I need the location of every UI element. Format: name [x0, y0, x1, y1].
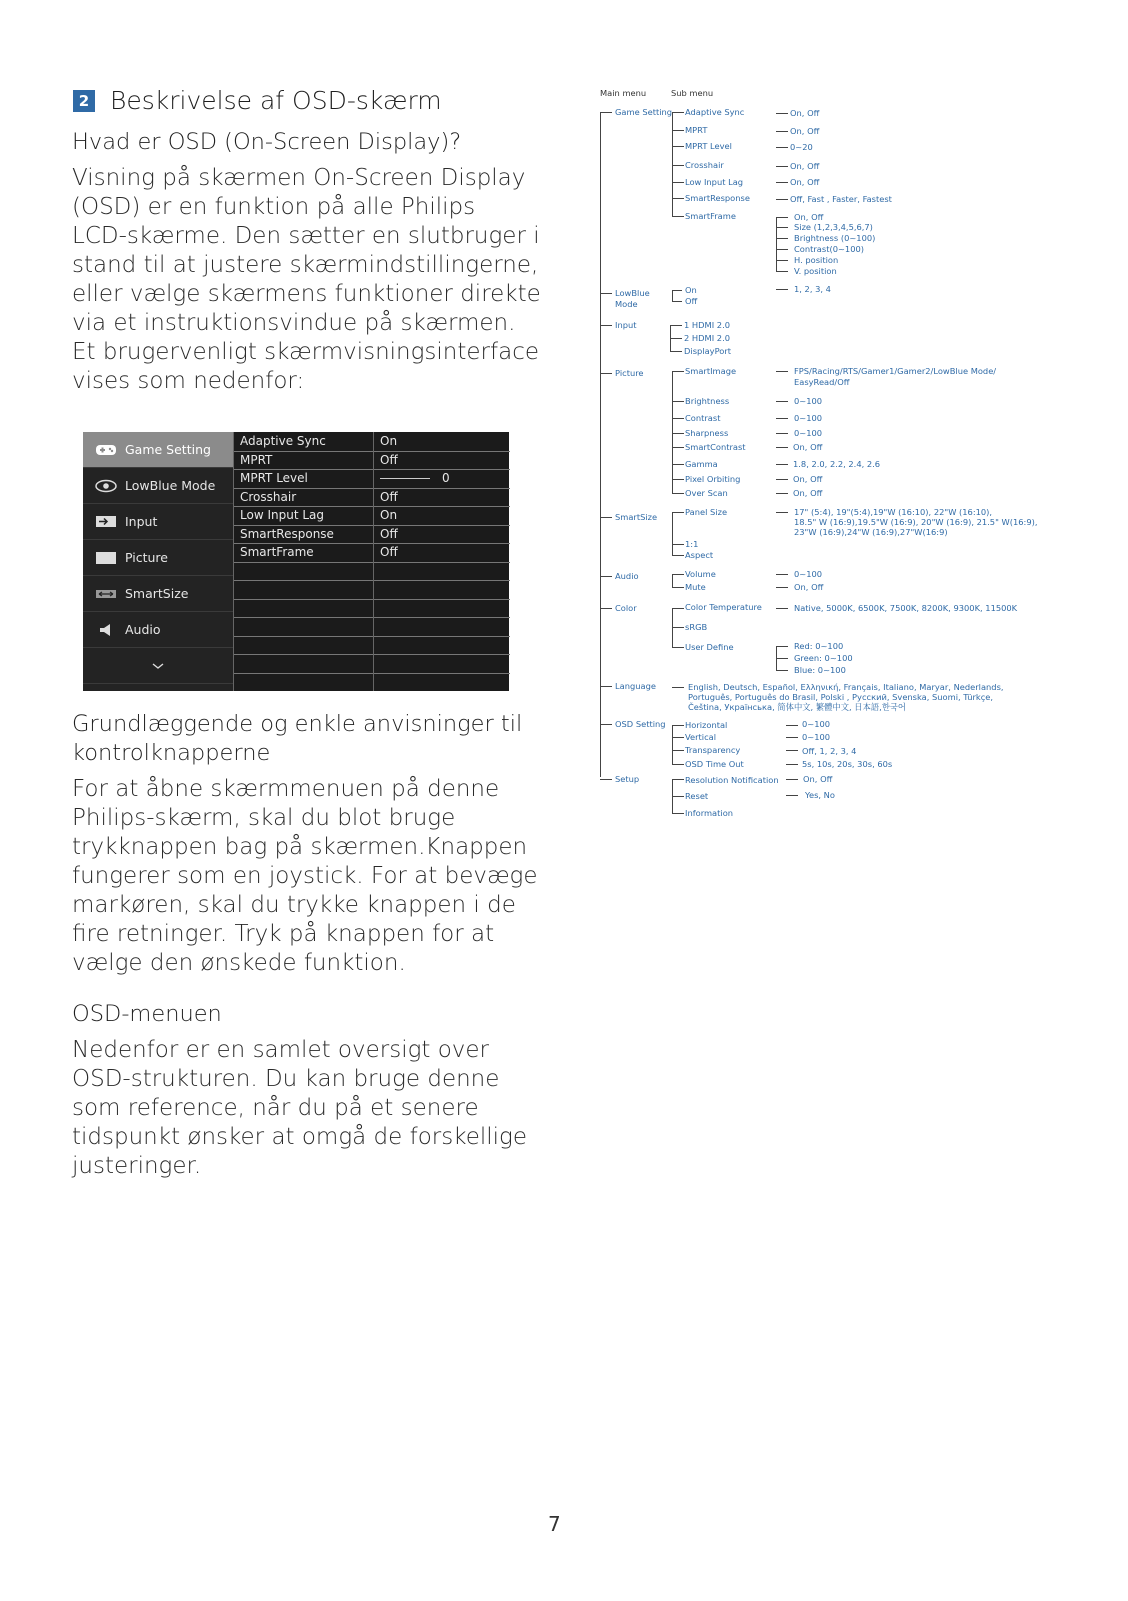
tree-header-main: Main menu	[600, 88, 647, 98]
tree-connector	[776, 479, 788, 480]
tree-connector	[776, 587, 788, 588]
chevron-down-icon	[151, 662, 165, 670]
tree-connector	[776, 199, 788, 200]
tree-label: Vertical	[685, 732, 717, 742]
tree-connector	[672, 687, 684, 688]
tree-label: SmartFrame	[685, 211, 736, 221]
tree-connector	[776, 433, 788, 434]
osd-menu-lowblue: LowBlue Mode	[83, 468, 233, 504]
tree-label: English, Deutsch, Español, Ελληνική, Français, Italiano, Maryar, Nederlands,	[688, 682, 1004, 692]
tree-connector	[670, 338, 682, 339]
osd-value: Off	[374, 451, 510, 471]
tree-label: Brightness	[685, 396, 730, 406]
tree-connector	[672, 750, 684, 751]
osd-submenu-item: Low Input Lag	[234, 506, 374, 526]
tree-label: 1 HDMI 2.0	[684, 320, 730, 330]
osd-menu-audio: Audio	[83, 612, 233, 648]
tree-connector	[786, 764, 798, 765]
tree-connector	[672, 725, 673, 764]
tree-label: 2 HDMI 2.0	[684, 333, 730, 343]
tree-label: 18.5" W (16:9),19.5"W (16:9), 20"W (16:9), 21.5" W(16:9),	[794, 517, 1038, 527]
osd-submenu-column	[233, 432, 374, 691]
tree-label: V. position	[794, 266, 837, 276]
tree-connector	[776, 131, 788, 132]
osd-value-empty	[374, 654, 510, 674]
tree-label: 0~100	[794, 569, 823, 579]
tree-label: 0~20	[790, 142, 813, 152]
tree-connector	[776, 166, 788, 167]
page-number: 7	[548, 1512, 561, 1536]
tree-connector	[776, 401, 788, 402]
tree-connector	[600, 724, 612, 725]
tree-label: Input	[615, 320, 637, 330]
tree-label: Aspect	[685, 550, 714, 560]
tree-connector	[776, 464, 788, 465]
tree-connector	[776, 418, 788, 419]
tree-label: Over Scan	[685, 488, 728, 498]
tree-label: Red: 0~100	[794, 641, 844, 651]
tree-label: 17" (5:4), 19"(5:4),19"W (16:10), 22"W (16:10),	[794, 507, 993, 517]
tree-connector	[672, 493, 684, 494]
tree-label: Adaptive Sync	[685, 107, 745, 117]
tree-label: Mute	[685, 582, 706, 592]
tree-label: SmartSize	[615, 512, 658, 522]
tree-label: 0~100	[802, 732, 831, 742]
tree-connector	[672, 301, 682, 302]
tree-connector	[786, 795, 798, 796]
tree-connector	[672, 764, 684, 765]
tree-connector	[672, 574, 684, 575]
what-is-osd-heading: Hvad er OSD (On-Screen Display)?	[72, 129, 462, 155]
tree-label: Brightness (0~100)	[794, 233, 876, 243]
tree-connector	[672, 587, 684, 588]
tree-connector	[776, 227, 788, 228]
tree-connector	[672, 165, 684, 166]
tree-connector	[672, 512, 684, 513]
osd-submenu-empty	[234, 580, 374, 600]
osd-structure-tree	[600, 80, 1120, 840]
tree-label: On, Off	[793, 474, 823, 484]
tree-connector	[776, 217, 777, 272]
tree-label: 23"W (16:9),24"W (16:9),27"W(16:9)	[794, 527, 948, 537]
osd-value: Off	[374, 488, 510, 508]
tree-label: User Define	[685, 642, 734, 652]
tree-connector	[600, 608, 612, 609]
osd-submenu-item: SmartResponse	[234, 525, 374, 545]
tree-connector	[670, 325, 682, 326]
tree-connector	[776, 646, 788, 647]
tree-label: Horizontal	[685, 720, 728, 730]
tree-label: H. position	[794, 255, 839, 265]
tree-connector	[672, 627, 684, 628]
basics-paragraph: For at åbne skærmmenuen på denne Philips-skærm, skal du blot bruge trykknappen bag på skærmen.Knappen fungerer som en joystick. For at bevæge markøren, skal du trykke knappen i de fire retninger. Tryk på knappen for at vælge den ønskede funktion.	[72, 776, 538, 976]
tree-label: Green: 0~100	[794, 653, 853, 663]
osd-menu-heading: OSD-menuen	[72, 1001, 222, 1027]
tree-label: Čeština, Українська, 简体中文, 繁體中文, 日本語,한국어	[688, 702, 906, 712]
tree-label: Size (1,2,3,4,5,6,7)	[794, 222, 873, 232]
osd-value-empty	[374, 617, 510, 637]
tree-connector	[672, 198, 684, 199]
osd-menu-smartsize: SmartSize	[83, 576, 233, 612]
tree-label: Português, Português do Brasil, Polski , Русский, Svenska, Suomi, Türkçe,	[688, 692, 993, 702]
tree-connector	[672, 371, 684, 372]
tree-connector	[672, 608, 684, 609]
tree-connector	[600, 112, 612, 113]
tree-connector	[776, 512, 788, 513]
tree-label: 1, 2, 3, 4	[794, 284, 831, 294]
tree-label: 1:1	[685, 539, 699, 549]
tree-connector	[776, 658, 788, 659]
tree-label: OSD Setting	[615, 719, 666, 729]
tree-label: Picture	[615, 368, 644, 378]
gamepad-icon	[95, 443, 117, 457]
tree-header-sub: Sub menu	[671, 88, 714, 98]
osd-value-empty	[374, 580, 510, 600]
osd-submenu-item: MPRT	[234, 451, 374, 471]
tree-label: OSD Time Out	[685, 759, 744, 769]
tree-connector	[600, 325, 612, 326]
osd-submenu-item: Adaptive Sync	[234, 432, 374, 452]
tree-label: Pixel Orbiting	[685, 474, 741, 484]
tree-label: On, Off	[793, 442, 823, 452]
tree-connector	[672, 813, 684, 814]
tree-label: Information	[685, 808, 734, 818]
osd-value-column	[373, 432, 510, 691]
tree-label: 0~100	[794, 396, 823, 406]
osd-submenu-empty	[234, 636, 374, 656]
tree-connector	[672, 479, 684, 480]
tree-connector	[600, 112, 601, 777]
tree-label: Low Input Lag	[685, 177, 744, 187]
osd-menu-paragraph: Nedenfor er en samlet oversigt over OSD-strukturen. Du kan bruge denne som reference, når du på et senere tidspunkt ønsker at omgå de forskellige justeringer.	[72, 1037, 527, 1179]
tree-label: SmartContrast	[685, 442, 746, 452]
tree-label: sRGB	[685, 622, 708, 632]
osd-value-empty	[374, 636, 510, 656]
tree-connector	[672, 512, 673, 555]
osd-submenu-item: Crosshair	[234, 488, 374, 508]
tree-connector	[776, 113, 788, 114]
tree-connector	[672, 112, 684, 113]
tree-label: SmartResponse	[685, 193, 750, 203]
tree-label: Crosshair	[685, 160, 724, 170]
osd-menu-game-setting: Game Setting	[83, 432, 233, 468]
tree-connector	[672, 574, 673, 587]
tree-connector	[776, 608, 788, 609]
tree-connector	[776, 217, 788, 218]
tree-label: Resolution Notification	[685, 775, 779, 785]
tree-label: Volume	[685, 569, 716, 579]
tree-label: LowBlue	[615, 288, 650, 298]
tree-label: 5s, 10s, 20s, 30s, 60s	[802, 759, 893, 769]
tree-label: On, Off	[790, 177, 820, 187]
tree-label: On, Off	[790, 161, 820, 171]
tree-label: Language	[615, 681, 656, 691]
tree-connector	[672, 779, 684, 780]
tree-connector	[786, 750, 798, 751]
osd-submenu-item: SmartFrame	[234, 543, 374, 563]
tree-label: Gamma	[685, 459, 718, 469]
tree-label: DisplayPort	[684, 346, 732, 356]
tree-connector	[776, 670, 788, 671]
tree-connector	[672, 290, 673, 301]
tree-label: On, Off	[793, 488, 823, 498]
tree-label: Transparency	[685, 745, 741, 755]
tree-connector	[672, 725, 684, 726]
osd-value-slider: 0	[374, 469, 510, 489]
osd-submenu-item: MPRT Level	[234, 469, 374, 489]
tree-label: MPRT	[685, 125, 708, 135]
tree-label: 0~100	[794, 428, 823, 438]
osd-scroll-down	[83, 648, 233, 684]
monitor-icon	[95, 551, 117, 565]
osd-value: On	[374, 506, 510, 526]
tree-connector	[600, 293, 612, 294]
osd-menu-picture: Picture	[83, 540, 233, 576]
tree-connector	[672, 433, 684, 434]
tree-label: Setup	[615, 774, 640, 784]
tree-label: Contrast(0~100)	[794, 244, 864, 254]
tree-connector	[672, 796, 684, 797]
speaker-icon	[95, 623, 117, 637]
tree-connector	[600, 686, 612, 687]
tree-connector	[672, 371, 673, 493]
tree-label: On	[685, 285, 697, 295]
tree-connector	[672, 290, 682, 291]
section-number-badge: 2	[73, 90, 95, 112]
tree-label: Yes, No	[805, 790, 835, 800]
osd-value: Off	[374, 525, 510, 545]
tree-connector	[776, 447, 788, 448]
tree-connector	[776, 238, 788, 239]
tree-label: MPRT Level	[685, 141, 732, 151]
what-is-osd-paragraph: Visning på skærmen On-Screen Display (OSD) er en funktion på alle Philips LCD-skærme. Den sætter en slutbruger i stand til at justere skærmindstillingerne, eller vælge skærmens funktioner direkte via et instruktionsvindue på skærmen. Et brugervenligt skærmvisningsinterface vises som nedenfor:	[72, 165, 541, 394]
tree-connector	[672, 737, 684, 738]
tree-connector	[600, 779, 612, 780]
tree-connector	[776, 289, 788, 290]
tree-connector	[672, 647, 684, 648]
tree-connector	[776, 249, 788, 250]
osd-submenu-empty	[234, 562, 374, 582]
tree-label: Audio	[615, 571, 639, 581]
tree-connector	[776, 182, 788, 183]
tree-label: Reset	[685, 791, 709, 801]
tree-label: FPS/Racing/RTS/Gamer1/Gamer2/LowBlue Mode/	[794, 366, 997, 376]
basics-heading: Grundlæggende og enkle anvisninger til kontrolknapperne	[72, 711, 523, 766]
tree-connector	[672, 447, 684, 448]
tree-label: Off, Fast , Faster, Fastest	[790, 194, 892, 204]
osd-submenu-empty	[234, 599, 374, 619]
tree-connector	[600, 373, 612, 374]
tree-label: Sharpness	[685, 428, 729, 438]
tree-label: 1.8, 2.0, 2.2, 2.4, 2.6	[793, 459, 881, 469]
tree-connector	[786, 737, 798, 738]
tree-label: EasyRead/Off	[794, 377, 850, 387]
osd-submenu-empty	[234, 654, 374, 674]
tree-connector	[776, 147, 788, 148]
tree-connector	[776, 574, 788, 575]
tree-connector	[600, 576, 612, 577]
tree-label: Game Setting	[615, 107, 673, 117]
tree-label: On, Off	[790, 108, 820, 118]
tree-label: Off, 1, 2, 3, 4	[802, 746, 857, 756]
tree-label: Off	[685, 296, 698, 306]
tree-connector	[672, 216, 684, 217]
tree-label: Mode	[615, 299, 638, 309]
tree-label: Color Temperature	[685, 602, 762, 612]
tree-label: On, Off	[794, 212, 824, 222]
osd-value-empty	[374, 562, 510, 582]
osd-value-empty	[374, 599, 510, 619]
tree-label: Panel Size	[685, 507, 728, 517]
tree-connector	[776, 493, 788, 494]
tree-connector	[776, 371, 788, 372]
tree-label: Native, 5000K, 6500K, 7500K, 8200K, 9300K, 11500K	[794, 603, 1018, 613]
osd-main-menu	[83, 432, 233, 691]
tree-connector	[786, 725, 798, 726]
tree-connector	[672, 544, 684, 545]
osd-submenu-empty	[234, 617, 374, 637]
tree-label: On, Off	[790, 126, 820, 136]
osd-value: Off	[374, 543, 510, 563]
tree-connector	[672, 418, 684, 419]
osd-screenshot	[83, 432, 509, 691]
tree-connector	[786, 779, 798, 780]
osd-value: On	[374, 432, 510, 452]
tree-connector	[672, 146, 684, 147]
input-icon	[95, 515, 117, 529]
tree-connector	[672, 130, 684, 131]
tree-label: On, Off	[794, 582, 824, 592]
tree-connector	[600, 517, 612, 518]
tree-connector	[670, 351, 682, 352]
tree-label: SmartImage	[685, 366, 737, 376]
tree-label: Blue: 0~100	[794, 665, 846, 675]
tree-connector	[672, 182, 684, 183]
tree-connector	[776, 260, 788, 261]
section-title: Beskrivelse af OSD-skærm	[110, 86, 442, 115]
tree-connector	[672, 555, 684, 556]
tree-label: 0~100	[802, 719, 831, 729]
tree-label: 0~100	[794, 413, 823, 423]
eye-icon	[95, 479, 117, 493]
resize-icon	[95, 587, 117, 601]
tree-label: Color	[615, 603, 637, 613]
tree-label: Contrast	[685, 413, 721, 423]
tree-connector	[672, 464, 684, 465]
tree-connector	[672, 401, 684, 402]
osd-menu-input: Input	[83, 504, 233, 540]
tree-label: On, Off	[803, 774, 833, 784]
tree-connector	[776, 271, 788, 272]
